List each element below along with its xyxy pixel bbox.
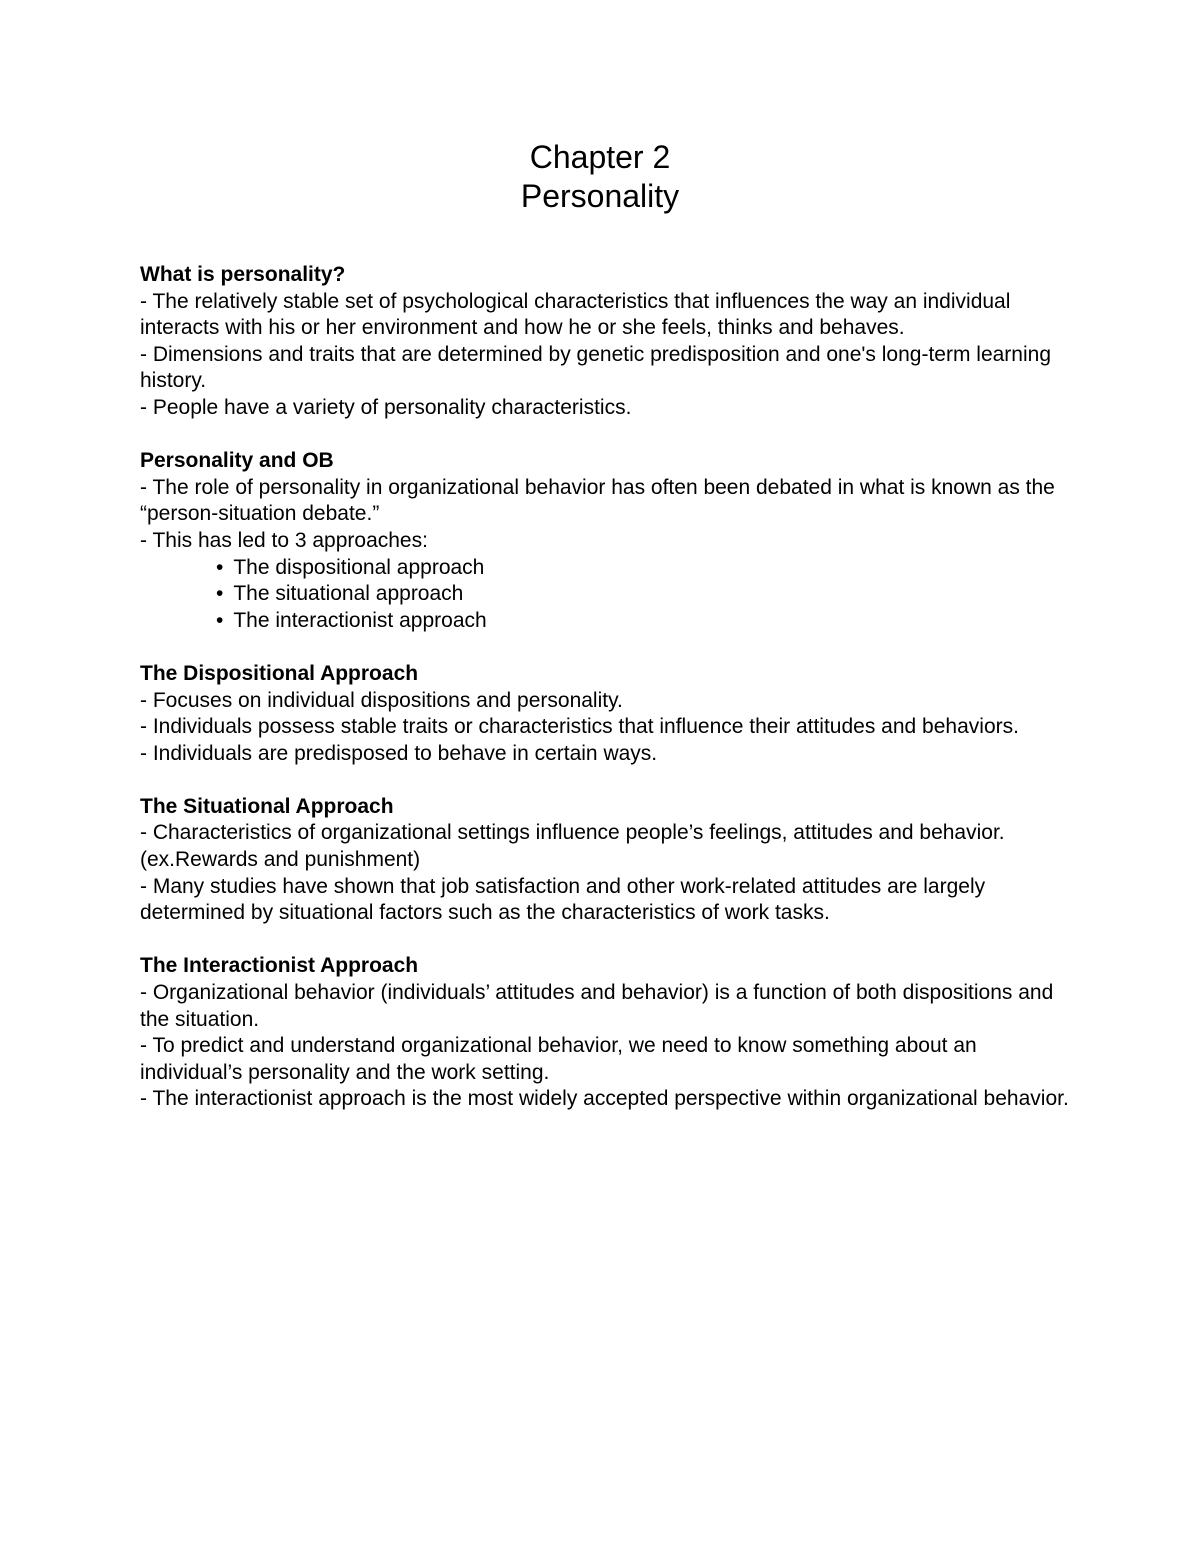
paragraph-line: - Individuals are predisposed to behave in certain ways. — [140, 741, 658, 765]
paragraph-line: - To predict and understand organizational behavior, we need to know something about an individual’s personality and the work setting. — [140, 1034, 977, 1084]
title-subject: Personality — [520, 178, 680, 214]
paragraph-line: - The role of personality in organizational behavior has often been debated in what is known as the “person-situation debate.” — [140, 475, 1055, 526]
bullet-item — [140, 581, 1080, 608]
section-heading: The Situational Approach — [140, 794, 394, 818]
document-section — [140, 448, 1080, 634]
bullet-icon: • — [216, 582, 224, 606]
paragraph-line: - Individuals possess stable traits or characteristics that influence their attitudes and behaviors. — [140, 715, 1019, 739]
bullet-item — [140, 608, 1080, 635]
bullet-item-text: The interactionist approach — [233, 608, 487, 632]
paragraph-line: - Many studies have shown that job satisfaction and other work-related attitudes are largely determined by situational factors such as the characteristics of work tasks. — [140, 874, 986, 925]
document-section — [140, 953, 1080, 1113]
bullet-icon: • — [216, 555, 224, 579]
document-section — [140, 262, 1080, 422]
paragraph-line: - People have a variety of personality characteristics. — [140, 395, 632, 419]
document-content — [140, 262, 1080, 1113]
paragraph-line: - Focuses on individual dispositions and personality. — [140, 688, 623, 712]
bullet-icon: • — [216, 608, 224, 632]
paragraph-line: - Dimensions and traits that are determined by genetic predisposition and one's long-term learning history. — [140, 342, 1052, 393]
paragraph-line: - This has led to 3 approaches: — [140, 528, 428, 552]
document-title — [0, 138, 1200, 216]
section-heading: Personality and OB — [140, 449, 334, 473]
bullet-item — [140, 555, 1080, 582]
section-heading: What is personality? — [140, 263, 346, 286]
section-heading: The Dispositional Approach — [140, 661, 419, 685]
document-section — [140, 794, 1080, 927]
paragraph-line: - The relatively stable set of psychological characteristics that influences the way an individual interacts with his or her environment and how he or she feels, thinks and behaves. — [140, 289, 1011, 340]
title-chapter: Chapter 2 — [529, 139, 671, 175]
section-heading: The Interactionist Approach — [140, 954, 419, 978]
bullet-item-text: The dispositional approach — [233, 555, 485, 579]
paragraph-line: - Characteristics of organizational settings influence people’s feelings, attitudes and behavior. (ex.Rewards and punishment) — [140, 821, 1005, 872]
paragraph-line: - The interactionist approach is the most widely accepted perspective within organizational behavior. — [140, 1087, 1069, 1111]
document-section — [140, 661, 1080, 767]
bullet-item-text: The situational approach — [233, 582, 464, 606]
paragraph-line: - Organizational behavior (individuals’ attitudes and behavior) is a function of both dispositions and the situation. — [140, 981, 1054, 1031]
